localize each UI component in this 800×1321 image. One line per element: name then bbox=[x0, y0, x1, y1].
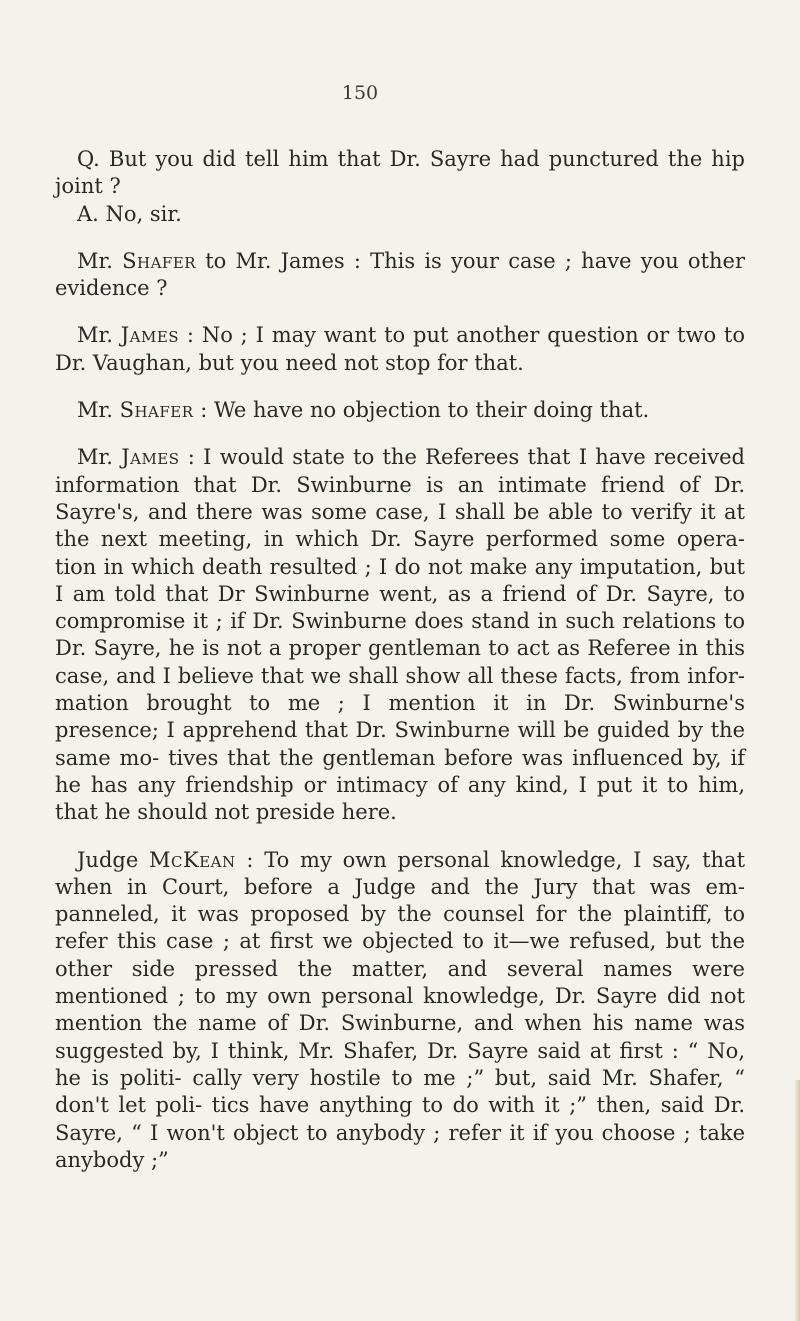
paragraph-text: A. No, sir. bbox=[77, 201, 182, 226]
paragraph-text: Q. But you did tell him that Dr. Sayre had punctured the hip joint ? bbox=[55, 147, 745, 199]
speaker-prefix: Mr. bbox=[77, 323, 121, 348]
paragraph-text: : To my own personal knowledge, I say, that when in Court, before a Judge and the Jury that was em- panneled, it was proposed by the counsel for the plaintiff, to refer this case ; at first we objected to it—we refused, but the other side pressed the matter, and several names were mentioned ; to my own personal knowledge, Dr. Sayre did not mention the name of Dr. Swinburne, and when his name was suggested by, I think, Mr. Shafer, Dr. Sayre said at first : “ No, he is politi- cally very hostile to me ;” but, said Mr. Shafer, “ don't let poli- tics have anything to do with it ;” then, said Dr. Sayre, “ I won't object to anybody ; refer it if you choose ; take anybody ;” bbox=[55, 847, 746, 1172]
body-text bbox=[55, 146, 745, 1174]
speaker-paragraph bbox=[55, 322, 745, 377]
speaker-name: James bbox=[121, 445, 180, 470]
speaker-paragraph bbox=[55, 397, 745, 424]
speaker-name: James bbox=[120, 323, 180, 348]
paragraph-text: : We have no objection to their doing that. bbox=[193, 398, 650, 423]
speaker-paragraph bbox=[55, 847, 745, 1175]
answer-paragraph bbox=[55, 201, 745, 228]
speaker-name: Shafer bbox=[119, 398, 194, 423]
paragraph-text: : No ; I may want to put another question or two to Dr. Vaughan, but you need not stop for that. bbox=[55, 323, 746, 375]
paragraph-text: : I would state to the Referees that I have received information that Dr. Swinburne is an intimate friend of Dr. Sayre's, and there was some case, I shall be able to verify it at the next meeting, in which Dr. Sayre performed some opera- tion in which death resulted ; I do not make any imputation, but I am told that Dr Swinburne went, as a friend of Dr. Sayre, to compromise it ; if Dr. Swinburne does stand in such relations to Dr. Sayre, he is not a proper gentleman to act as Referee in this case, and I believe that we shall show all these facts, from infor- mation brought to me ; I mention it in Dr. Swinburne's presence; I apprehend that Dr. Swinburne will be guided by the same mo- tives that the gentleman before was influenced by, if he has any friendship or intimacy of any kind, I put it to him, that he should not preside here. bbox=[55, 445, 745, 825]
page-number: 150 bbox=[341, 82, 379, 104]
speaker-prefix: Mr. bbox=[77, 445, 122, 470]
question-paragraph bbox=[55, 146, 745, 201]
speaker-prefix: Mr. bbox=[77, 398, 120, 423]
speaker-paragraph bbox=[55, 444, 745, 826]
speaker-prefix: Mr. bbox=[77, 248, 123, 273]
paragraph-text: to Mr. James : This is your case ; have you other evidence ? bbox=[55, 248, 745, 301]
speaker-prefix: Judge bbox=[77, 847, 150, 872]
speaker-name: McKean bbox=[149, 847, 236, 872]
speaker-name: Shafer bbox=[122, 248, 197, 273]
speaker-paragraph bbox=[55, 248, 745, 303]
page-edge-shadow bbox=[794, 1080, 800, 1321]
